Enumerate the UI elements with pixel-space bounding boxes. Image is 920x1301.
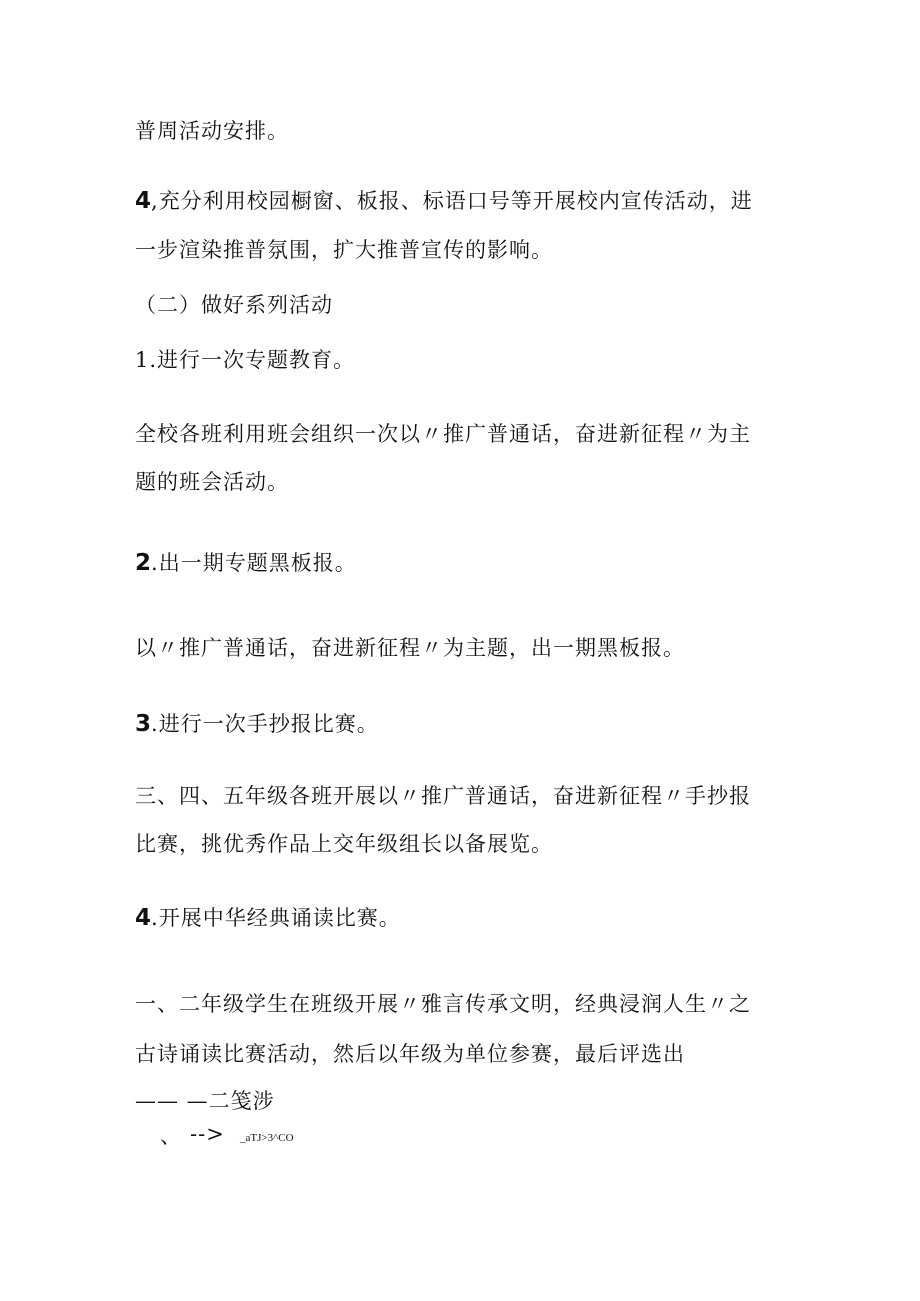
list-number: 4 [135,188,152,214]
text-line: 普周活动安排。 [135,119,289,143]
list-number: 2 [135,550,152,576]
list-item-text: ,充分利用校园橱窗、板报、标语口号等开展校内宣传活动，进 [151,189,753,213]
item-2-heading [135,549,357,577]
list-item-text: .进行一次手抄报比赛。 [151,712,379,736]
paragraph-line: 比赛，挑优秀作品上交年级组长以备展览。 [135,832,553,856]
paragraph-line: 全校各班利用班会组织一次以〃推广普通话，奋进新征程〃为主 [135,422,751,446]
garbled-text-mark: 、 [160,1124,182,1148]
garbled-text-line: —— —二笺涉 [135,1089,275,1113]
item-1-heading: 1.进行一次专题教育。 [135,348,356,372]
text-line: 一步渲染推普氛围，扩大推普宣传的影响。 [135,238,553,262]
item-3-heading [135,710,379,738]
garbled-small-text: _aTJ>3^CO [240,1132,294,1144]
list-item-text: .出一期专题黑板报。 [151,551,357,575]
paragraph-line: 古诗诵读比赛活动，然后以年级为单位参赛，最后评选出 [135,1042,685,1066]
list-item-text: .开展中华经典诵读比赛。 [151,906,401,930]
list-number: 4 [135,905,152,931]
garbled-arrow-text: --> [190,1122,225,1146]
list-item-4-promotion [135,187,753,215]
paragraph-line: 题的班会活动。 [135,470,289,494]
paragraph-line: 以〃推广普通话，奋进新征程〃为主题，出一期黑板报。 [135,636,685,660]
list-number: 3 [135,711,152,737]
paragraph-line: 一、二年级学生在班级开展〃雅言传承文明，经典浸润人生〃之 [135,992,751,1016]
paragraph-line: 三、四、五年级各班开展以〃推广普通话，奋进新征程〃手抄报 [135,784,751,808]
item-4-heading [135,904,401,932]
section-heading: （二）做好系列活动 [135,293,333,317]
